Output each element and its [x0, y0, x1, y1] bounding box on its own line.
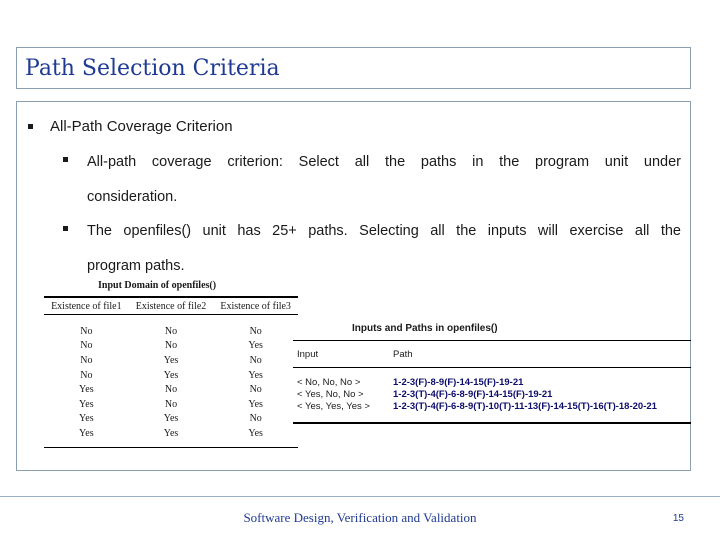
- table-row: [44, 339, 298, 354]
- table-cell: No: [249, 384, 262, 396]
- table2-caption: Inputs and Paths in openfiles(): [352, 323, 498, 334]
- table1-caption: Input Domain of openfiles(): [98, 280, 217, 291]
- table-row: [44, 426, 298, 441]
- input-domain-table: [44, 296, 298, 448]
- bullet-marker-1: [63, 157, 68, 162]
- table2-header-path: Path: [393, 348, 413, 360]
- table-cell: No: [80, 354, 93, 366]
- table-cell: Yes: [163, 413, 179, 425]
- table-row: [293, 388, 691, 400]
- title-box: [16, 47, 691, 89]
- table-cell: 1-2-3(T)-4(F)-6-8-9(F)-14-15(F)-19-21: [393, 388, 553, 400]
- table-row: [44, 412, 298, 427]
- table1-header-cell: Existence of file2: [135, 300, 207, 312]
- bullet-2-line-1: The openfiles() unit has 25+ paths. Selecting all the inputs will exercise all the: [87, 223, 681, 239]
- page-number: 15: [672, 513, 684, 524]
- table-cell: Yes: [248, 340, 263, 352]
- table-cell: Yes: [248, 398, 263, 410]
- table-cell: < Yes, No, No >: [297, 388, 364, 400]
- table2-bottom-rule: [293, 422, 691, 424]
- table-cell: No: [164, 325, 178, 337]
- table-row: [44, 353, 298, 368]
- table-cell: No: [80, 369, 93, 381]
- bullet-1-line-2: consideration.: [87, 189, 178, 205]
- table1-bottom-rule: [44, 447, 298, 448]
- footer-divider: [0, 496, 720, 497]
- table-cell: Yes: [79, 427, 94, 439]
- table-cell: < No, No, No >: [297, 376, 361, 388]
- table-cell: No: [249, 325, 262, 337]
- inputs-paths-table: [293, 340, 691, 424]
- table-row: [44, 382, 298, 397]
- table1-header-row: [44, 296, 298, 315]
- table-cell: No: [80, 325, 93, 337]
- table-row: [44, 368, 298, 383]
- table-cell: No: [80, 340, 93, 352]
- table-row: [293, 400, 691, 412]
- bullet-2-line-2: program paths.: [87, 258, 185, 274]
- main-bullet-text: All-Path Coverage Criterion: [50, 118, 233, 135]
- table-cell: < Yes, Yes, Yes >: [297, 400, 370, 412]
- table-cell: No: [249, 413, 262, 425]
- table2-header-row: [293, 340, 691, 368]
- bullet-marker-main: [28, 124, 33, 129]
- slide-title: Path Selection Criteria: [25, 56, 280, 81]
- table-row: [44, 324, 298, 339]
- table-cell: Yes: [79, 384, 94, 396]
- bullet-marker-2: [63, 226, 68, 231]
- footer-text: Software Design, Verification and Validation: [243, 510, 477, 525]
- table-row: [293, 376, 691, 388]
- table-cell: 1-2-3(F)-8-9(F)-14-15(F)-19-21: [393, 376, 524, 388]
- table1-header-cell: Existence of file1: [51, 300, 122, 312]
- bullet-1-line-1: All-path coverage criterion: Select all the paths in the program unit under: [87, 154, 681, 170]
- table-cell: No: [164, 340, 178, 352]
- table-cell: Yes: [248, 369, 263, 381]
- table-cell: 1-2-3(T)-4(F)-6-8-9(T)-10(T)-11-13(F)-14-15(T)-16(T)-18-20-21: [393, 400, 657, 412]
- table-cell: No: [249, 354, 262, 366]
- table1-header-cell: Existence of file3: [220, 300, 291, 312]
- table-cell: No: [164, 398, 178, 410]
- table2-header-input: Input: [297, 348, 319, 360]
- table-cell: Yes: [163, 369, 179, 381]
- table-cell: Yes: [163, 354, 179, 366]
- table-cell: Yes: [248, 427, 263, 439]
- table-row: [44, 397, 298, 412]
- table-cell: Yes: [79, 413, 94, 425]
- table-cell: No: [164, 384, 178, 396]
- table-cell: Yes: [163, 427, 179, 439]
- table-cell: Yes: [79, 398, 94, 410]
